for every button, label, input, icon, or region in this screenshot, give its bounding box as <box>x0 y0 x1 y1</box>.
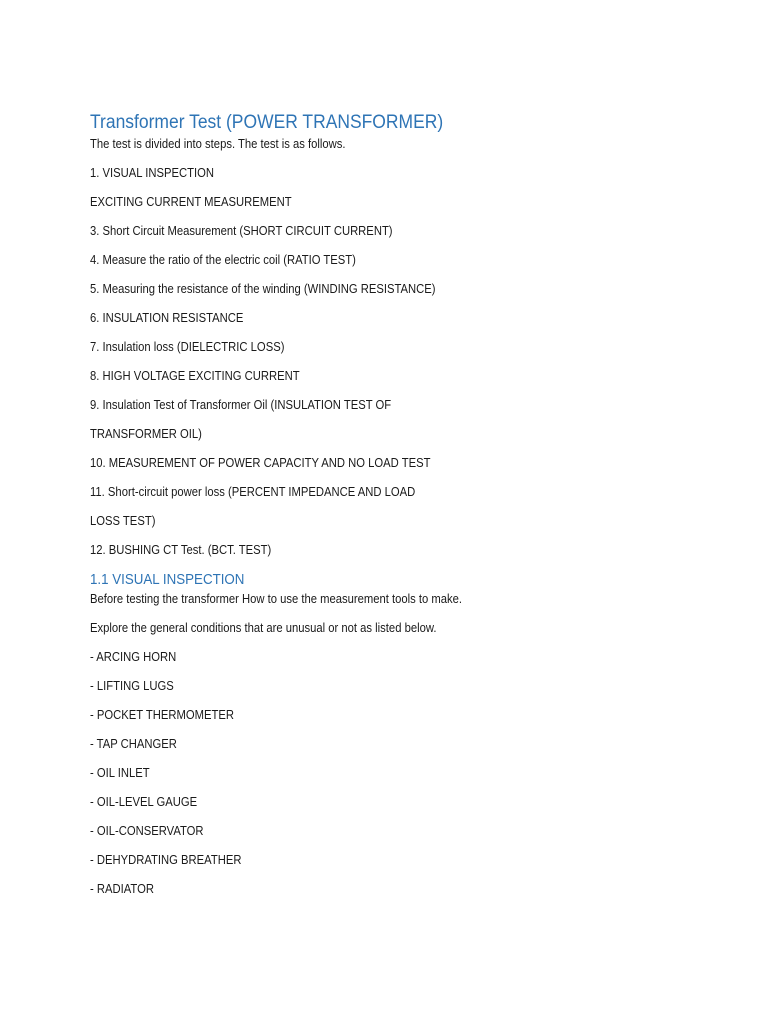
step-line: 1. VISUAL INSPECTION <box>90 166 215 180</box>
list-item: - OIL INLET <box>90 766 150 780</box>
list-item: - POCKET THERMOMETER <box>90 708 234 722</box>
intro-text: The test is divided into steps. The test is as follows. <box>90 137 346 151</box>
list-item: - LIFTING LUGS <box>90 679 174 693</box>
section-heading: 1.1 VISUAL INSPECTION <box>90 572 245 588</box>
list-item: - DEHYDRATING BREATHER <box>90 853 242 867</box>
step-line: 12. BUSHING CT Test. (BCT. TEST) <box>90 543 272 557</box>
section-paragraph: Before testing the transformer How to use the measurement tools to make. <box>90 592 463 606</box>
step-line: 10. MEASUREMENT OF POWER CAPACITY AND NO LOAD TEST <box>90 456 431 470</box>
document-content <box>90 110 710 897</box>
section-paragraph: Explore the general conditions that are unusual or not as listed below. <box>90 621 437 635</box>
list-item: - TAP CHANGER <box>90 737 177 751</box>
step-line: 6. INSULATION RESISTANCE <box>90 311 244 325</box>
step-line: 11. Short-circuit power loss (PERCENT IMPEDANCE AND LOAD <box>90 485 416 499</box>
step-line: 7. Insulation loss (DIELECTRIC LOSS) <box>90 340 285 354</box>
step-line: TRANSFORMER OIL) <box>90 427 202 441</box>
step-line: 4. Measure the ratio of the electric coil (RATIO TEST) <box>90 253 356 267</box>
list-item: - RADIATOR <box>90 882 154 896</box>
document-title: Transformer Test (POWER TRANSFORMER) <box>90 112 444 133</box>
list-item: - OIL-CONSERVATOR <box>90 824 204 838</box>
step-line: EXCITING CURRENT MEASUREMENT <box>90 195 292 209</box>
steps-list <box>90 165 710 558</box>
list-item: - ARCING HORN <box>90 650 177 664</box>
step-line: 8. HIGH VOLTAGE EXCITING CURRENT <box>90 369 300 383</box>
list-item: - OIL-LEVEL GAUGE <box>90 795 198 809</box>
step-line: 5. Measuring the resistance of the winding (WINDING RESISTANCE) <box>90 282 436 296</box>
step-line: LOSS TEST) <box>90 514 156 528</box>
component-list <box>90 649 710 897</box>
step-line: 3. Short Circuit Measurement (SHORT CIRCUIT CURRENT) <box>90 224 393 238</box>
step-line: 9. Insulation Test of Transformer Oil (INSULATION TEST OF <box>90 398 392 412</box>
